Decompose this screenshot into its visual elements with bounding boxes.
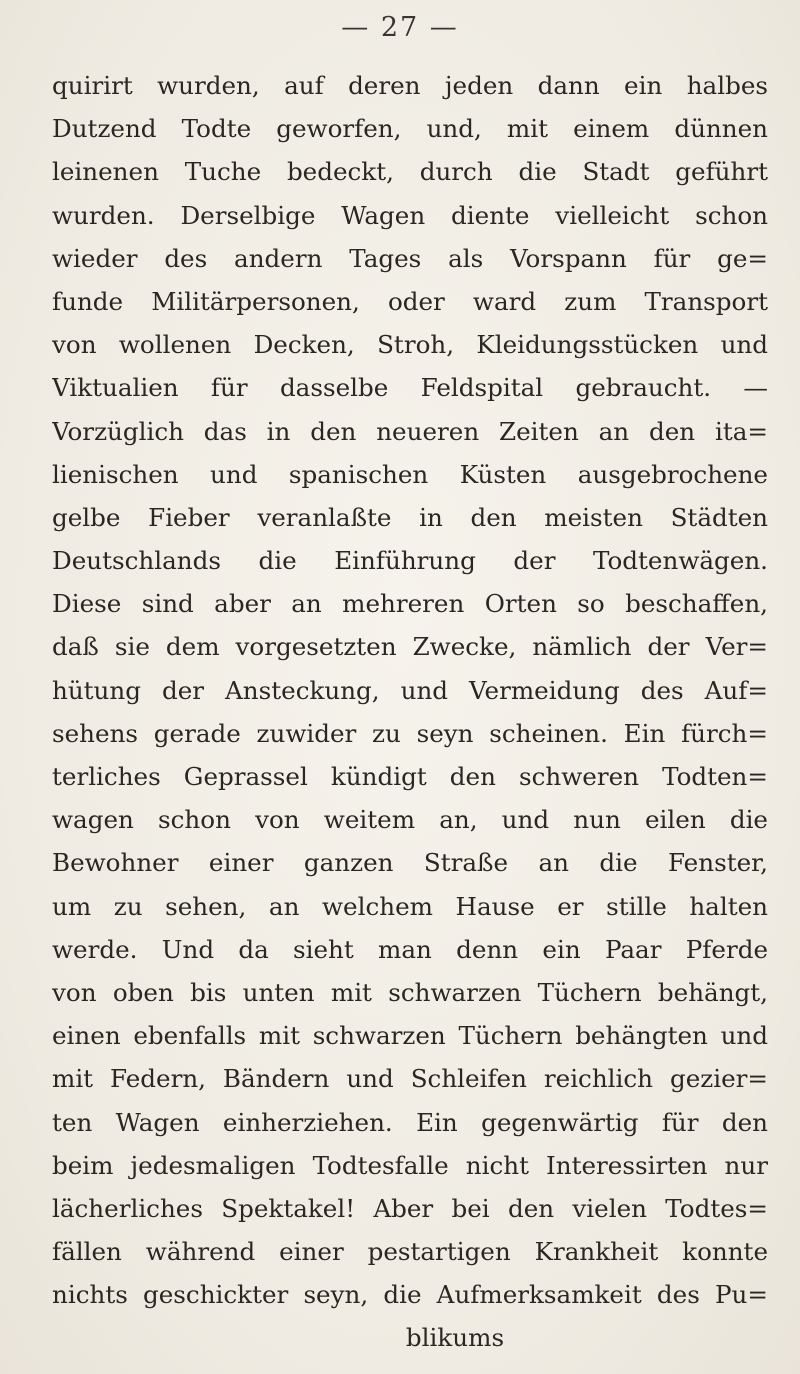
text-line: daß sie dem vorgesetzten Zwecke, nämlich der Ver= (52, 632, 768, 662)
text-line: leinenen Tuche bedeckt, durch die Stadt geführt (52, 157, 768, 187)
text-line: ten Wagen einherziehen. Ein gegenwärtig für den (52, 1107, 768, 1137)
text-line: mit Federn, Bändern und Schleifen reichlich gezier= (52, 1064, 768, 1094)
text-line: beim jedesmaligen Todtesfalle nicht Interessirten nur (52, 1150, 768, 1180)
body-text (52, 64, 768, 1360)
text-line: wurden. Derselbige Wagen diente vielleicht schon (52, 200, 768, 230)
text-line: fällen während einer pestartigen Krankheit konnte (52, 1237, 768, 1267)
text-line: gelbe Fieber veranlaßte in den meisten Städten (52, 502, 768, 532)
text-line: hütung der Ansteckung, und Vermeidung des Auf= (52, 675, 768, 705)
text-line: Bewohner einer ganzen Straße an die Fenster, (52, 848, 768, 878)
text-line: von oben bis unten mit schwarzen Tüchern behängt, (52, 977, 768, 1007)
text-line: funde Militärpersonen, oder ward zum Transport (52, 286, 768, 316)
text-line: lienischen und spanischen Küsten ausgebrochene (52, 459, 768, 489)
text-line: nichts geschickter seyn, die Aufmerksamkeit des Pu= (52, 1280, 768, 1310)
text-line: werde. Und da sieht man denn ein Paar Pferde (52, 934, 768, 964)
text-line: Viktualien für dasselbe Feldspital gebraucht. — (52, 373, 768, 403)
catchword: blikums (405, 1323, 505, 1353)
text-line: quirirt wurden, auf deren jeden dann ein halbes (52, 71, 768, 100)
text-line: wieder des andern Tages als Vorspann für ge= (52, 243, 768, 273)
text-line: wagen schon von weitem an, und nun eilen die (52, 805, 768, 835)
text-line: Diese sind aber an mehreren Orten so beschaffen, (52, 589, 768, 619)
text-line: sehens gerade zuwider zu seyn scheinen. Ein fürch= (52, 718, 768, 748)
text-line: Deutschlands die Einführung der Todtenwägen. (52, 546, 768, 576)
text-line: um zu sehen, an welchem Hause er stille halten (52, 891, 768, 921)
page-number-header: — 27 — (341, 12, 459, 43)
text-line: lächerliches Spektakel! Aber bei den vielen Todtes= (52, 1193, 768, 1223)
text-line: terliches Geprassel kündigt den schweren Todten= (52, 762, 768, 791)
text-line: Vorzüglich das in den neueren Zeiten an den ita= (52, 416, 768, 446)
text-line: einen ebenfalls mit schwarzen Tüchern behängten und (52, 1021, 768, 1051)
text-line: Dutzend Todte geworfen, und, mit einem dünnen (52, 114, 768, 144)
text-line: von wollenen Decken, Stroh, Kleidungsstücken und (52, 330, 768, 360)
